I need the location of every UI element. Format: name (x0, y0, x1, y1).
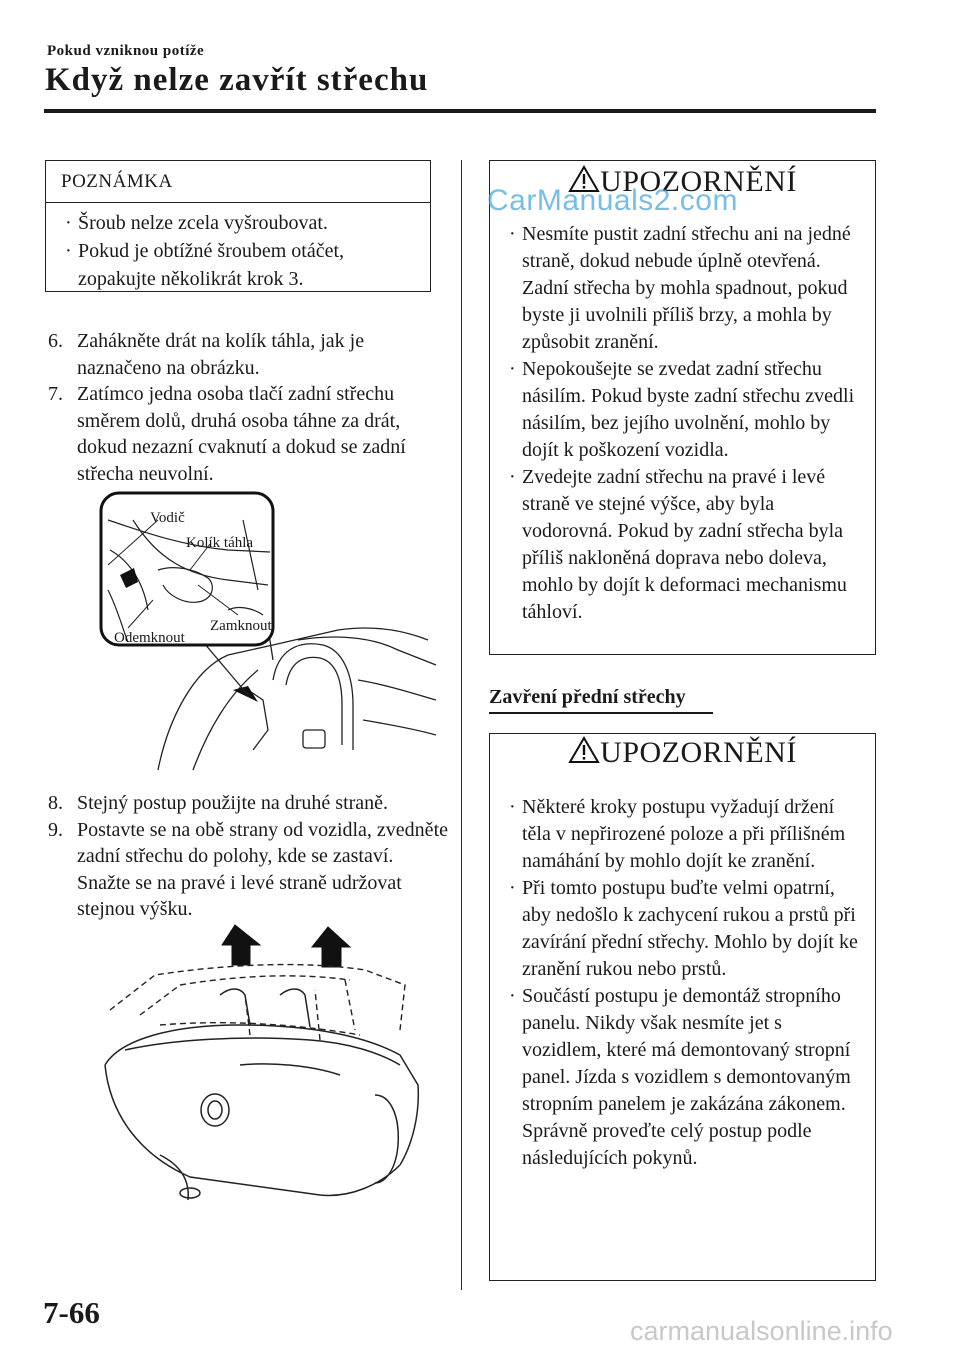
title-rule (44, 109, 876, 113)
note-item (56, 237, 420, 293)
caution-box-2 (489, 733, 876, 1281)
car-rear-view-illustration (100, 915, 440, 1205)
step-number: 8. (48, 792, 63, 814)
caution-heading-text: UPOZORNĚNÍ (600, 165, 797, 198)
step-item (48, 328, 448, 381)
caution-item (500, 983, 861, 1172)
label-pin: Kolík táhla (186, 535, 254, 551)
caution-item (500, 221, 861, 356)
caution-box-1 (489, 160, 876, 655)
bullet: · (509, 796, 516, 818)
step-item (48, 790, 448, 817)
caution-item-text: Zvedejte zadní střechu na pravé i levé straně ve stejné výšce, aby byla vodorovná. Pokud by zadní střecha byla příliš nakloněná doprava nebo doleva, mohlo by dojít k deformaci mechanismu táhloví. (522, 466, 847, 623)
bullet: · (509, 466, 516, 488)
column-divider (461, 160, 462, 1290)
page-number: 7-66 (43, 1295, 100, 1330)
bullet: · (509, 358, 516, 380)
bullet: · (509, 985, 516, 1007)
caution-heading-text: UPOZORNĚNÍ (600, 736, 797, 769)
bullet: · (509, 877, 516, 899)
watermark: CarManuals2.com (487, 184, 738, 217)
note-box (45, 160, 431, 292)
note-heading: POZNÁMKA (46, 161, 430, 203)
step-number: 7. (48, 383, 63, 405)
caution-item-text: Součástí postupu je demontáž stropního panelu. Nikdy však nesmíte jet s vozidlem, které má demontovaný stropní panel. Jízda s vozidlem s demontovaným stropním panelem je zakázána zákonem. Správně proveďte celý postup podle následujících pokynů. (522, 985, 851, 1169)
rear-roof-release-illustration (98, 490, 438, 780)
label-wire: Vodič (150, 510, 185, 526)
caution-item (500, 356, 861, 464)
caution-item-text: Nepokoušejte se zvedat zadní střechu násilím. Pokud byste zadní střechu zvedli násilím, bez jejího uvolnění, mohlo by dojít k poškození vozidla. (522, 358, 855, 461)
label-unlock: Odemknout (114, 630, 185, 646)
step-text: Zatímco jedna osoba tlačí zadní střechu směrem dolů, druhá osoba táhne za drát, dokud nezazní cvaknutí a dokud se zadní střecha neuvolní. (77, 383, 406, 485)
section-label: Pokud vzniknou potíže (47, 43, 205, 59)
caution-item (500, 875, 861, 983)
label-lock: Zamknout (210, 618, 272, 634)
note-item-text: Šroub nelze zcela vyšroubovat. (78, 212, 328, 234)
steps-list-a (48, 328, 448, 487)
step-text: Stejný postup použijte na druhé straně. (77, 792, 389, 814)
caution-item (500, 464, 861, 626)
steps-list-b (48, 790, 448, 923)
caution-item-text: Nesmíte pustit zadní střechu ani na jedné straně, dokud nebude úplně otevřená. Zadní střecha by mohla spadnout, pokud byste ji uvolnili příliš brzy, a mohla by způsobit zranění. (522, 223, 851, 353)
bullet: · (65, 212, 72, 234)
caution-heading (490, 734, 875, 788)
caution-item (500, 794, 861, 875)
section-subheading: Zavření přední střechy (489, 686, 686, 708)
step-number: 6. (48, 330, 63, 352)
footer-watermark: carmanualsonline.info (630, 1316, 893, 1346)
step-text: Postavte se na obě strany od vozidla, zvedněte zadní střechu do polohy, kde se zastaví. Snažte se na pravé i levé straně udržovat stejnou výšku. (77, 818, 448, 920)
warning-triangle-icon (568, 736, 600, 764)
step-number: 9. (48, 818, 63, 841)
step-item (48, 817, 448, 923)
caution-item-text: Některé kroky postupu vyžadují držení těla v nepřirozené poloze a při přílišném namáhání by mohlo dojít ke zranění. (522, 796, 846, 872)
step-item (48, 381, 448, 487)
step-text: Zahákněte drát na kolík táhla, jak je naznačeno na obrázku. (77, 330, 365, 379)
subheading-rule (489, 712, 713, 714)
page-title: Když nelze zavřít střechu (45, 62, 429, 98)
note-item (56, 209, 420, 237)
bullet: · (509, 223, 516, 245)
bullet: · (65, 240, 72, 262)
caution-item-text: Při tomto postupu buďte velmi opatrní, aby nedošlo k zachycení rukou a prstů při zavírání přední střechy. Mohlo by dojít ke zranění rukou nebo prstů. (522, 877, 858, 980)
note-item-text: Pokud je obtížné šroubem otáčet, zopakujte několikrát krok 3. (78, 240, 345, 290)
